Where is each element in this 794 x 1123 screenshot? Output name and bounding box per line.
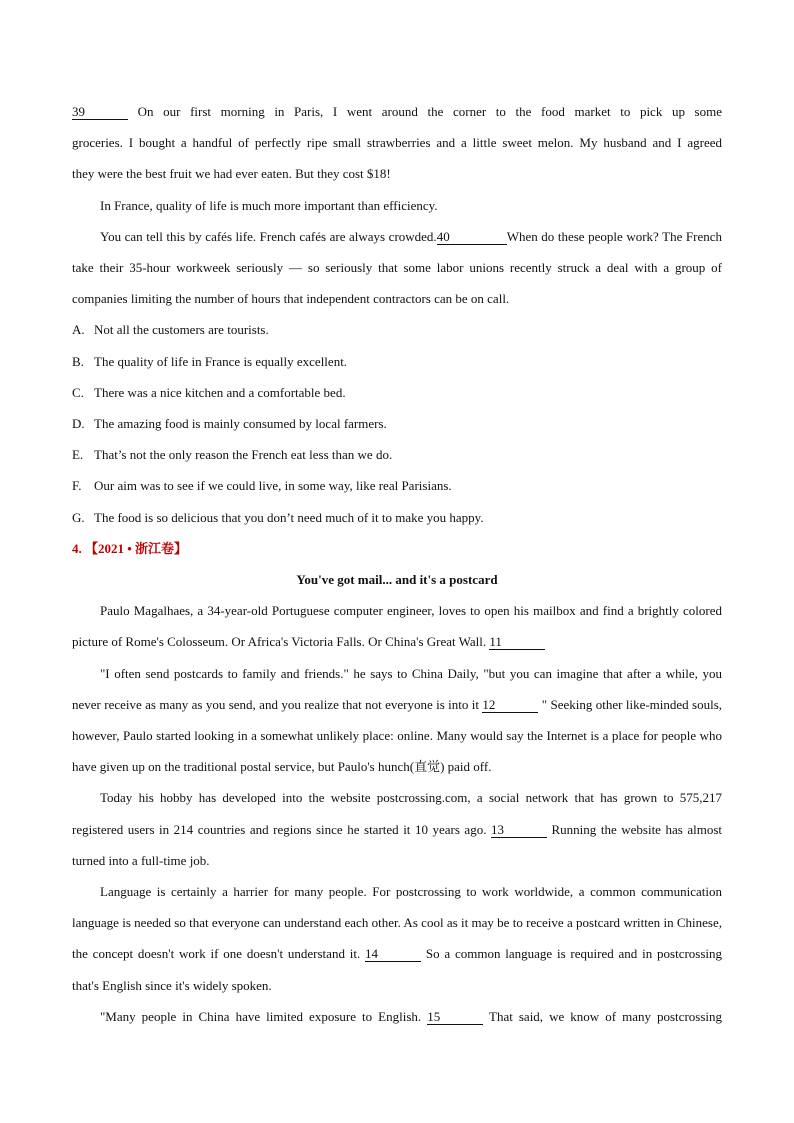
paragraph-text-line: groceries. I bought a handful of perfectly ripe small strawberries and a little sweet melon. My husband and I agreed (72, 135, 722, 151)
option-a[interactable]: A. Not all the customers are tourists. (72, 322, 269, 338)
article-title: You've got mail... and it's a postcard (296, 572, 498, 588)
document-content (72, 96, 722, 1032)
answer-blank-12[interactable]: 12 (482, 698, 538, 713)
paragraph-11: Paulo Magalhaes, a 34-year-old Portuguese computer engineer, loves to open his mailbox and find a brightly colored picture of Rome's Colosseum. Or Africa's Victoria Falls. Or China's Great Wall. 11 (72, 603, 722, 650)
paragraph-text-line: they were the best fruit we had ever eaten. But they cost $18! (72, 166, 391, 182)
answer-blank-13[interactable]: 13 (491, 823, 547, 838)
paragraph-quality: In France, quality of life is much more important than efficiency. (100, 197, 438, 213)
answer-blank-14[interactable]: 14 (365, 947, 421, 962)
option-f[interactable]: F. Our aim was to see if we could live, in some way, like real Parisians. (72, 478, 452, 494)
answer-blank-11[interactable]: 11 (489, 635, 545, 650)
paragraph-13: Today his hobby has developed into the website postcrossing.com, a social network that has grown to 575,217 registered users in 214 countries and regions since he started it 10 years ago. 13 Running the website has almost turned into a full-time job. (72, 790, 722, 868)
paragraph-39 (72, 96, 722, 127)
paragraph-14: Language is certainly a harrier for many people. For postcrossing to work worldwide, a common communication language is needed so that everyone can understand each other. As cool as it may be to receive a postcard written in Chinese, the concept doesn't work if one doesn't understand it. 14 So a common language is required and in postcrossing that's English since it's widely spoken. (72, 884, 723, 993)
answer-blank-39[interactable]: 39 (72, 105, 128, 120)
paragraph-12: "I often send postcards to family and friends." he says to China Daily, "but you can imagine that after a while, you never receive as many as you send, and you realize that not everyone is into it 12 " Seeking other like-minded souls, however, Paulo started looking in a somewhat unlikely place: online. Many would say the Internet is a place for people who have given up on the traditional postal service, but Paulo's hunch(直觉) paid off. (72, 665, 723, 775)
option-e[interactable]: E. That’s not the only reason the French eat less than we do. (72, 447, 393, 463)
answer-blank-15[interactable]: 15 (427, 1010, 483, 1025)
section-heading: 4. 【2021 • 浙江卷】 (72, 540, 188, 556)
option-g[interactable]: G. The food is so delicious that you don’t need much of it to make you happy. (72, 509, 484, 525)
answer-blank-40[interactable]: 40 (437, 230, 507, 245)
option-b[interactable]: B. The quality of life in France is equally excellent. (72, 353, 348, 369)
options-list (72, 314, 722, 532)
paragraph-text: On our first morning in Paris, I went around the corner to the food market to pick up some (137, 104, 723, 119)
paragraph-40: You can tell this by cafés life. French cafés are always crowded.40 When do these people work? The French take their 35-hour workweek seriously — so seriously that some labor unions recently struck a deal with a group of companies limiting the number of hours that independent contractors can be on call. (72, 228, 722, 307)
option-d[interactable]: D. The amazing food is mainly consumed by local farmers. (72, 416, 387, 432)
paragraph-15: "Many people in China have limited exposure to English. 15 That said, we know of many postcrossing (100, 1008, 722, 1024)
option-c[interactable]: C. There was a nice kitchen and a comfortable bed. (72, 384, 346, 400)
